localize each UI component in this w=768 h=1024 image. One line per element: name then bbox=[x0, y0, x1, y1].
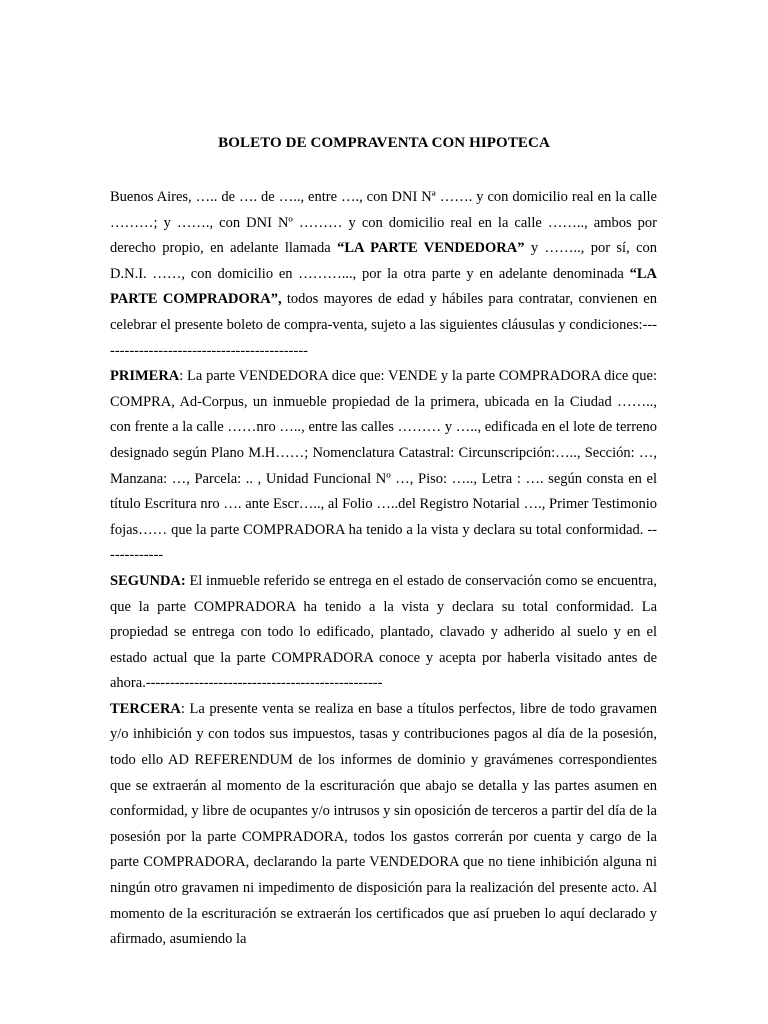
vendedora-label: “LA PARTE VENDEDORA” bbox=[337, 240, 525, 257]
clause-text: : La parte VENDEDORA dice que: VENDE y la parte COMPRADORA dice que: COMPRA, Ad-Corpus, un inmueble propiedad de la primera, ubicada en la Ciudad …….., con frente a la calle ……nro ….., entre las calles ……… y ….., edificada en el lote de terreno designado según Plano M.H……; Nomenclatura Catastral: Circunscripción:….., Sección: …, Manzana: …, Parcela: .. , Unidad Funcional Nº …, Piso: ….., Letra : …. según consta en el título Escritura nro …. ante Escr….., al Folio …..del Registro Notarial …., Primer Testimonio fojas…… que la parte COMPRADORA ha tenido a la vista y declara su total conformidad. ------------- bbox=[110, 368, 657, 564]
intro-text-part2: y …….., por sí, con D.N.I. ……, con domicilio en ………..., por la otra parte y en adelante denominada bbox=[110, 240, 658, 282]
document-title: BOLETO DE COMPRAVENTA CON HIPOTECA bbox=[218, 135, 550, 151]
clause-tercera bbox=[110, 697, 657, 953]
clause-segunda bbox=[110, 569, 657, 697]
clause-text: : La presente venta se realiza en base a títulos perfectos, libre de todo gravamen y/o inhibición y con todos sus impuestos, tasas y contribuciones pagos al día de la posesión, todo ello AD REFERENDUM de los informes de dominio y gravámenes correspondientes que se extraerán al momento de la escrituración que abajo se detalla y las partes asumen en conformidad, y libre de ocupantes y/o intrusos y sin oposición de terceros a partir del día de la posesión por la parte COMPRADORA, todos los gastos correrán por cuenta y cargo de la parte COMPRADORA, declarando la parte VENDEDORA que no tiene inhibición alguna ni ningún otro gravamen ni impedimento de disposición para la realización del presente acto. Al momento de la escrituración se extraerán los certificados que así prueben lo aquí declarado y afirmado, asumiendo la bbox=[110, 700, 657, 948]
intro-paragraph bbox=[110, 185, 657, 364]
intro-text-part3: todos mayores de edad y hábiles para contratar, convienen en celebrar el presente boleto de compra-venta, sujeto a las siguientes cláusulas y condiciones:-------------------------------------------- bbox=[110, 291, 657, 359]
intro-text-part1: Buenos Aires, ….. de …. de ….., entre …., con DNI Nª ……. y con domicilio real en la calle ………; y ……., con DNI Nº ……… y con domicilio real en la calle …….., ambos por derecho propio, en adelante llamada bbox=[110, 189, 657, 257]
document-body bbox=[110, 185, 657, 953]
clause-heading: TERCERA bbox=[110, 700, 181, 717]
clause-heading: PRIMERA bbox=[110, 368, 180, 385]
clause-primera bbox=[110, 364, 657, 569]
compradora-label: “LA PARTE COMPRADORA”, bbox=[110, 265, 657, 308]
clause-heading: SEGUNDA: bbox=[110, 572, 186, 589]
clause-text: El inmueble referido se entrega en el estado de conservación como se encuentra, que la parte COMPRADORA ha tenido a la vista y declara su total conformidad. La propiedad se entrega con todo lo edificado, plantado, clavado y adherido al suelo y en el estado actual que la parte COMPRADORA conoce y acepta por haberla visitado antes de ahora.------------------------------------------------- bbox=[110, 572, 657, 692]
